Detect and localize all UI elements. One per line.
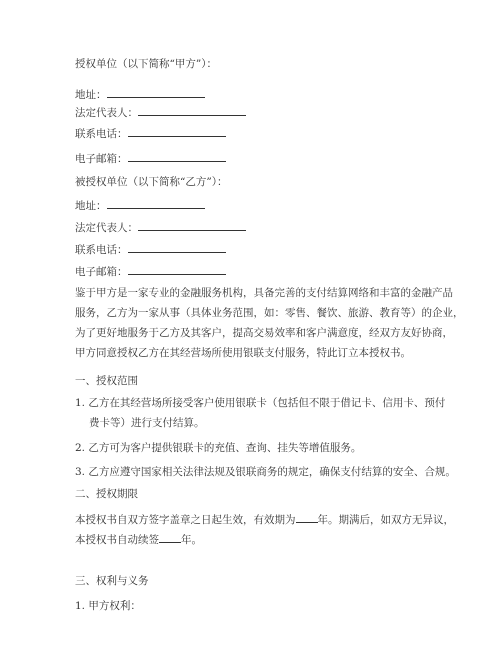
section-2-text: 年。期满后，如双方无异议， xyxy=(317,514,454,526)
party-b-phone xyxy=(75,241,226,257)
party-b-rep-label: 法定代表人： xyxy=(75,222,138,234)
validity-years-blank[interactable] xyxy=(296,512,318,523)
party-b-phone-label: 联系电话： xyxy=(75,244,128,256)
party-a-email xyxy=(75,150,226,166)
section-1-item-1 xyxy=(75,393,445,433)
party-a-rep xyxy=(75,104,246,120)
section-1-title: 一、授权范围 xyxy=(75,375,138,387)
party-a-address xyxy=(75,86,205,102)
party-b-email-blank[interactable] xyxy=(128,263,226,275)
party-a-phone xyxy=(75,125,226,141)
party-a-phone-label: 联系电话： xyxy=(75,128,128,140)
party-b-phone-blank[interactable] xyxy=(128,241,226,253)
renewal-years-blank[interactable] xyxy=(159,532,181,543)
section-2-line-1 xyxy=(75,510,454,530)
section-1-item-1-line: 1. 乙方在其经营场所接受客户使用银联卡（包括但不限于借记卡、信用卡、预付 xyxy=(75,397,446,409)
party-a-address-blank[interactable] xyxy=(107,86,205,98)
section-2-text: 年。 xyxy=(181,534,202,546)
party-a-phone-blank[interactable] xyxy=(128,125,226,137)
section-2-line-2 xyxy=(75,530,454,550)
party-b-address-label: 地址： xyxy=(75,200,107,212)
section-3-title: 三、权利与义务 xyxy=(75,575,149,587)
section-2-paragraph xyxy=(75,510,454,550)
intro-line: 服务，乙方为一家从事（具体业务范围，如：零售、餐饮、旅游、教育等）的企业， xyxy=(75,307,464,319)
section-2-text: 本授权书自动续签 xyxy=(75,534,159,546)
section-1-item-1-line: 费卡等）进行支付结算。 xyxy=(89,417,205,429)
party-a-rep-label: 法定代表人： xyxy=(75,107,138,119)
party-a-email-blank[interactable] xyxy=(128,150,226,162)
party-a-rep-blank[interactable] xyxy=(138,104,246,116)
intro-line: 甲方同意授权乙方在其经营场所使用银联支付服务，特此订立本授权书。 xyxy=(75,347,411,359)
party-b-email xyxy=(75,263,226,279)
intro-paragraph xyxy=(75,283,464,363)
party-b-rep xyxy=(75,219,246,235)
party-b-email-label: 电子邮箱： xyxy=(75,266,128,278)
party-b-header: 被授权单位（以下简称“乙方”）： xyxy=(75,176,228,188)
party-a-address-label: 地址： xyxy=(75,89,107,101)
section-1-item-2: 2. 乙方可为客户提供银联卡的充值、查询、挂失等增值服务。 xyxy=(75,442,362,454)
section-2-title: 二、授权期限 xyxy=(75,488,138,500)
section-3-item-1: 1. 甲方权利： xyxy=(75,600,141,612)
party-b-rep-blank[interactable] xyxy=(138,219,246,231)
party-b-address-blank[interactable] xyxy=(107,197,205,209)
section-1-item-3: 3. 乙方应遵守国家相关法律法规及银联商务的规定，确保支付结算的安全、合规。 xyxy=(75,466,456,478)
party-a-header: 授权单位（以下简称“甲方”）： xyxy=(75,58,217,70)
intro-line: 鉴于甲方是一家专业的金融服务机构，具备完善的支付结算网络和丰富的金融产品 xyxy=(75,287,453,299)
party-a-email-label: 电子邮箱： xyxy=(75,153,128,165)
party-b-address xyxy=(75,197,205,213)
intro-line: 为了更好地服务于乙方及其客户，提高交易效率和客户满意度，经双方友好协商， xyxy=(75,327,453,339)
section-2-text: 本授权书自双方签字盖章之日起生效，有效期为 xyxy=(75,514,296,526)
